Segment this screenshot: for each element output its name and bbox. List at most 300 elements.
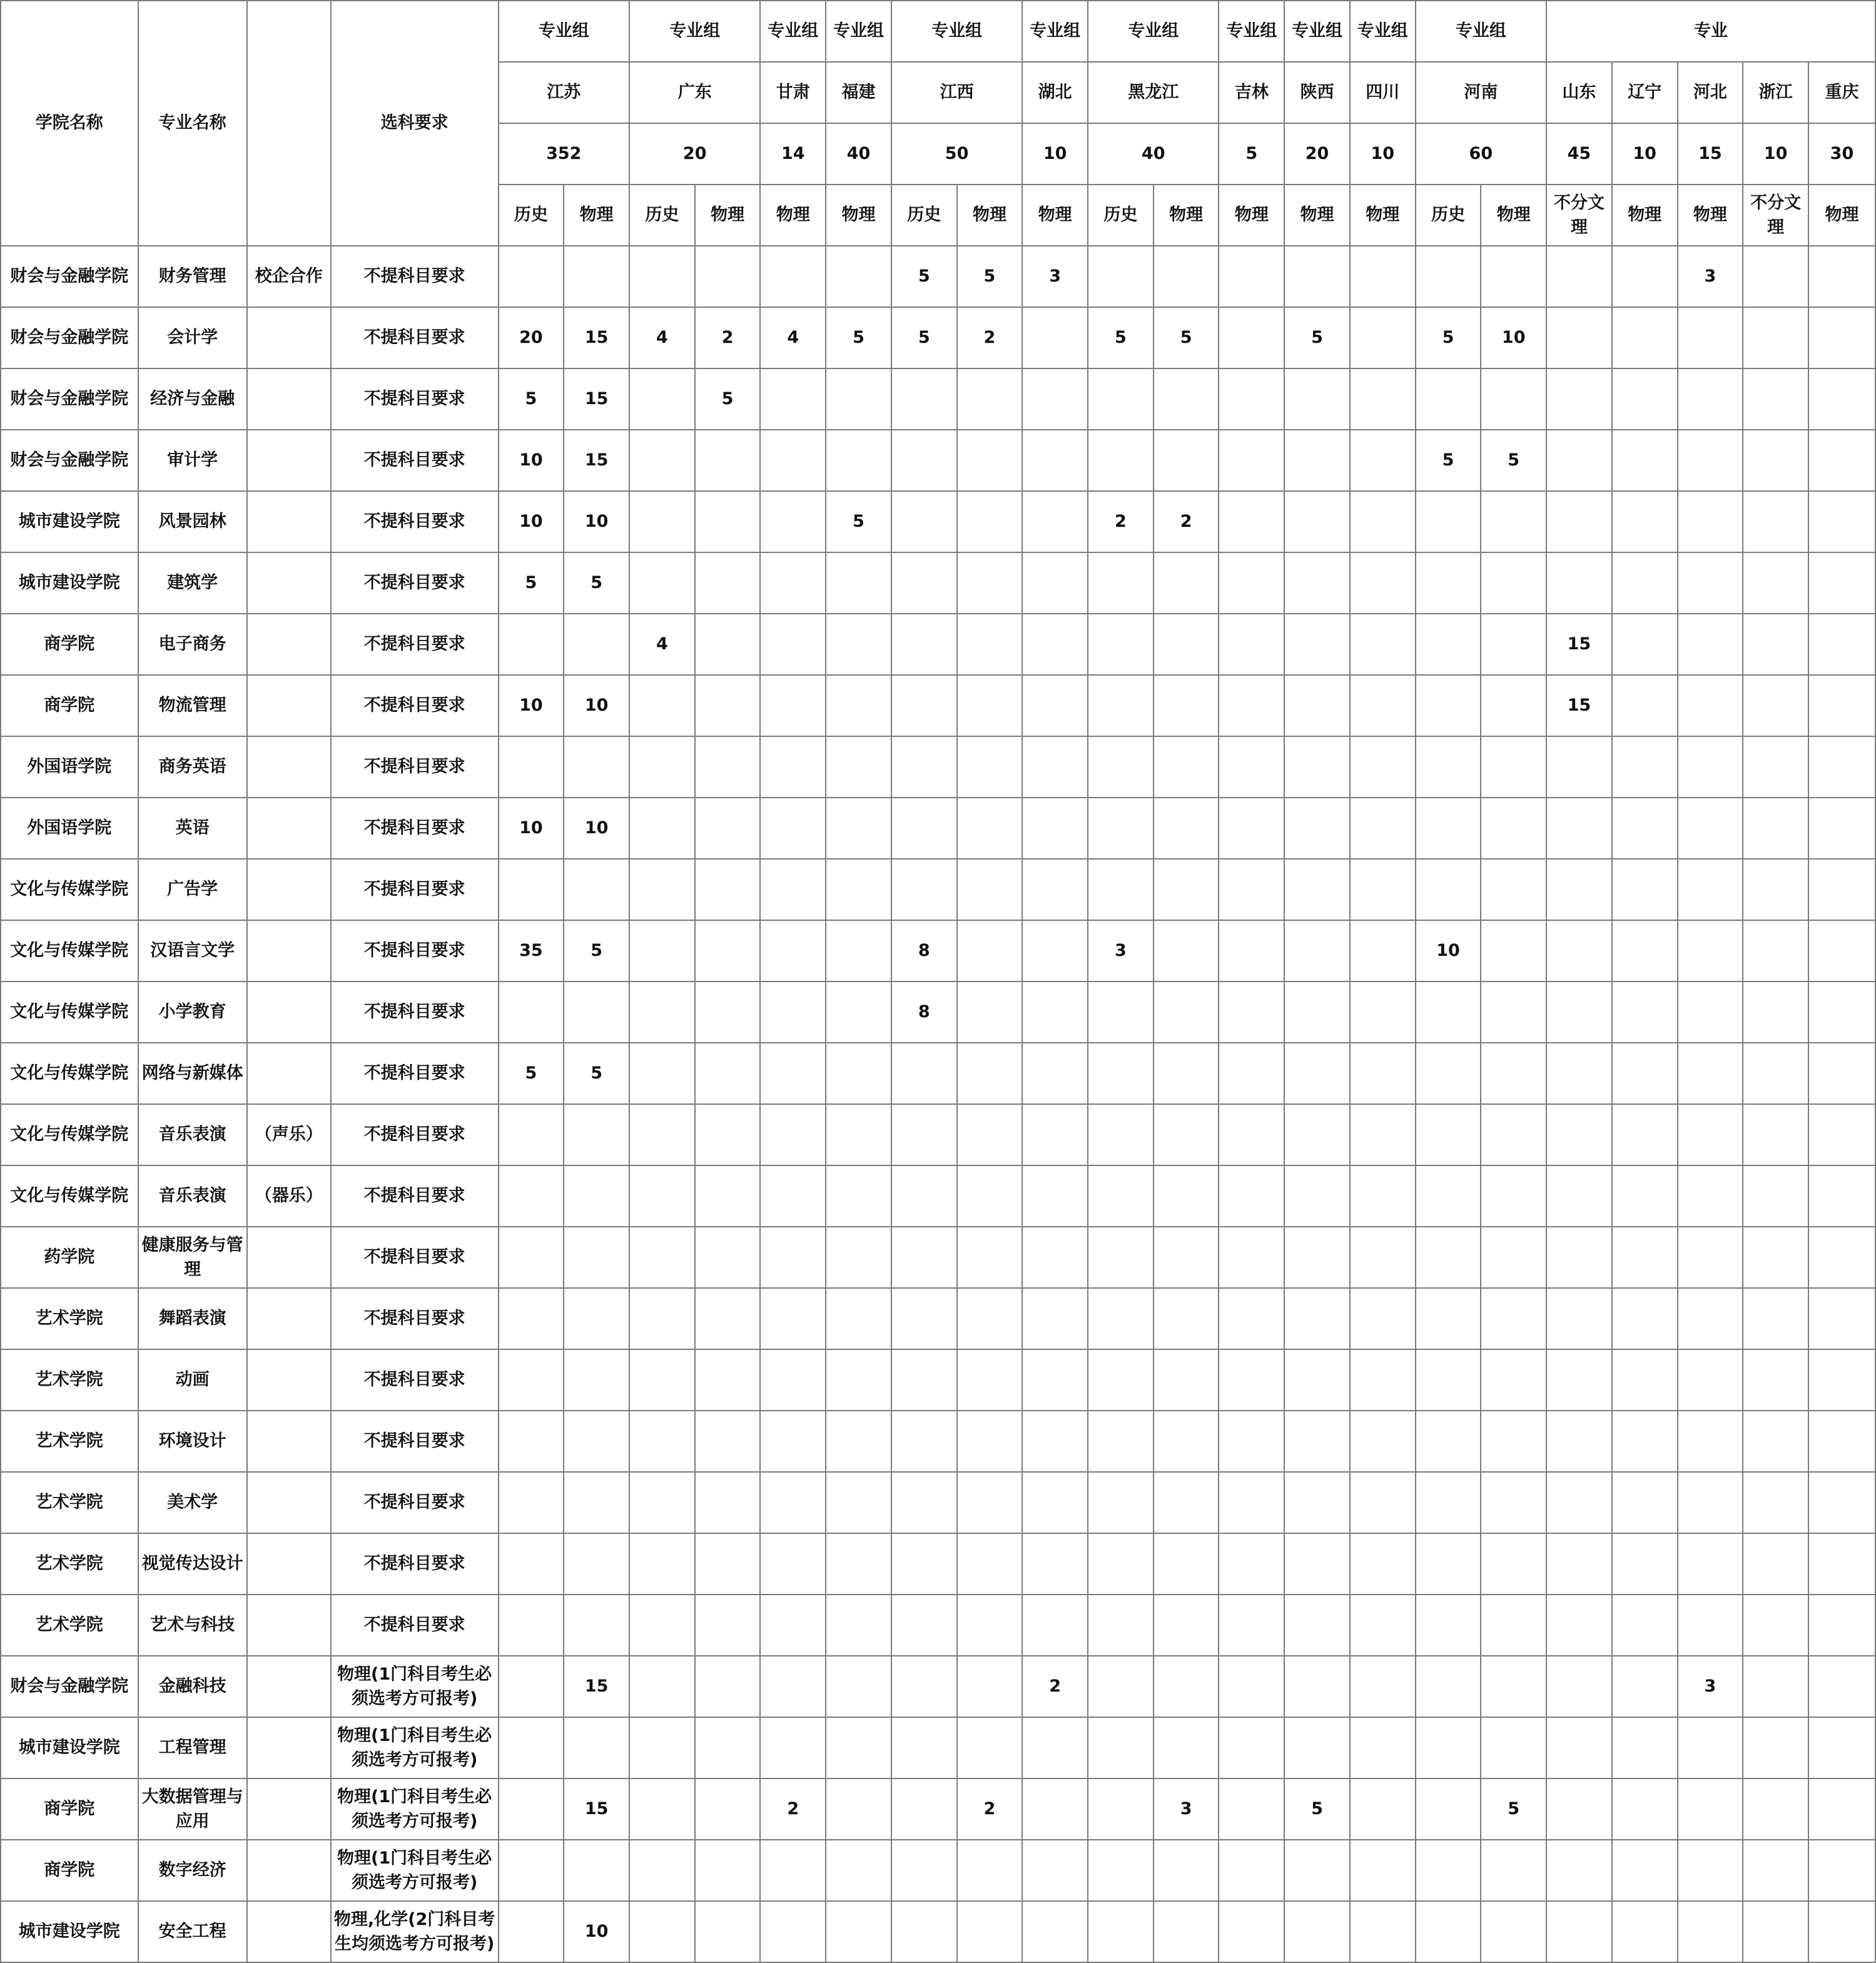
quota-cell: [760, 1165, 826, 1227]
quota-cell: [891, 491, 957, 552]
province-total: 15: [1678, 123, 1743, 185]
quota-cell: [1481, 246, 1546, 307]
quota-cell: [1612, 1349, 1678, 1411]
province-total: 10: [1350, 123, 1416, 185]
stream-label: 不分文理: [1743, 185, 1808, 246]
quota-cell: [1219, 1656, 1284, 1717]
quota-cell: [957, 1043, 1023, 1104]
quota-cell: [1350, 1411, 1416, 1472]
quota-cell: 5: [564, 920, 629, 982]
group-label: 专业组: [891, 1, 1022, 62]
quota-cell: [826, 614, 891, 675]
quota-cell: [1743, 491, 1808, 552]
quota-cell: [1808, 1840, 1875, 1901]
quota-cell: [499, 246, 564, 307]
quota-cell: [891, 1411, 957, 1472]
province-name: 山东: [1546, 62, 1612, 123]
group-label: 专业组: [826, 1, 891, 62]
quota-cell: [1350, 736, 1416, 798]
quota-cell: [1153, 675, 1219, 736]
quota-cell: [760, 1104, 826, 1165]
table-row: [1, 1656, 1875, 1717]
note-cell: [247, 859, 331, 920]
quota-cell: [1153, 1533, 1219, 1595]
quota-cell: [957, 552, 1023, 614]
table-row: [1, 430, 1875, 491]
quota-cell: [1678, 1472, 1743, 1533]
quota-cell: 2: [957, 307, 1023, 368]
quota-cell: 5: [564, 552, 629, 614]
quota-cell: [891, 859, 957, 920]
quota-cell: [891, 1595, 957, 1656]
province-name: 广东: [629, 62, 760, 123]
quota-cell: [826, 982, 891, 1043]
province-total: 10: [1612, 123, 1678, 185]
quota-cell: [1022, 1533, 1088, 1595]
quota-cell: [891, 1043, 957, 1104]
college-cell: 文化与传媒学院: [1, 920, 138, 982]
quota-cell: [1022, 1595, 1088, 1656]
quota-cell: 10: [1481, 307, 1546, 368]
quota-cell: [1284, 614, 1350, 675]
quota-cell: [826, 1840, 891, 1901]
note-cell: [247, 368, 331, 430]
subject-requirement-cell: 不提科目要求: [331, 736, 499, 798]
major-cell: 建筑学: [138, 552, 247, 614]
subject-requirement-cell: 不提科目要求: [331, 1165, 499, 1227]
quota-cell: [826, 1533, 891, 1595]
quota-cell: [1612, 1288, 1678, 1349]
quota-cell: [826, 736, 891, 798]
quota-cell: [826, 859, 891, 920]
quota-cell: [1808, 1901, 1875, 1962]
quota-cell: [1088, 552, 1153, 614]
quota-cell: [826, 1227, 891, 1288]
quota-cell: 4: [629, 614, 695, 675]
quota-cell: [1678, 1595, 1743, 1656]
quota-cell: [1481, 675, 1546, 736]
quota-cell: [760, 1901, 826, 1962]
quota-cell: [1481, 1595, 1546, 1656]
quota-cell: [1284, 1227, 1350, 1288]
group-label: 专业组: [1284, 1, 1350, 62]
major-cell: 汉语言文学: [138, 920, 247, 982]
quota-cell: 3: [1022, 246, 1088, 307]
quota-cell: [1612, 1227, 1678, 1288]
table-row: [1, 1165, 1875, 1227]
quota-cell: [1808, 307, 1875, 368]
quota-cell: [1743, 1472, 1808, 1533]
quota-cell: [1481, 1656, 1546, 1717]
table-row: [1, 1717, 1875, 1778]
quota-cell: [1743, 982, 1808, 1043]
quota-cell: [891, 1472, 957, 1533]
quota-cell: [1808, 798, 1875, 859]
quota-cell: [1022, 982, 1088, 1043]
quota-cell: [499, 1533, 564, 1595]
quota-cell: [1219, 1901, 1284, 1962]
quota-cell: [1284, 1472, 1350, 1533]
province-total: 20: [1284, 123, 1350, 185]
quota-cell: [629, 246, 695, 307]
quota-cell: [1546, 246, 1612, 307]
quota-cell: [1743, 675, 1808, 736]
quota-cell: [1678, 1840, 1743, 1901]
subject-requirement-cell: 不提科目要求: [331, 920, 499, 982]
quota-cell: [1612, 736, 1678, 798]
table-row: [1, 1840, 1875, 1901]
quota-cell: [891, 1227, 957, 1288]
quota-cell: 5: [564, 1043, 629, 1104]
quota-cell: [695, 246, 761, 307]
major-cell: 音乐表演: [138, 1104, 247, 1165]
quota-cell: [1416, 1717, 1481, 1778]
quota-cell: [629, 1595, 695, 1656]
quota-cell: [1219, 307, 1284, 368]
quota-cell: [1284, 1656, 1350, 1717]
table-row: [1, 1411, 1875, 1472]
quota-cell: [1743, 307, 1808, 368]
header-subject-requirement: 选科要求: [331, 1, 499, 246]
stream-label: 物理: [1612, 185, 1678, 246]
table-row: [1, 1533, 1875, 1595]
quota-cell: [957, 1104, 1023, 1165]
note-cell: [247, 614, 331, 675]
quota-cell: [1153, 430, 1219, 491]
quota-cell: 3: [1088, 920, 1153, 982]
quota-cell: [1808, 1227, 1875, 1288]
quota-cell: [695, 1472, 761, 1533]
quota-cell: [957, 1227, 1023, 1288]
quota-cell: [564, 1288, 629, 1349]
quota-cell: [629, 1656, 695, 1717]
quota-cell: [1153, 552, 1219, 614]
table-row: [1, 368, 1875, 430]
quota-cell: [1219, 1349, 1284, 1411]
quota-cell: [1350, 1104, 1416, 1165]
quota-cell: [891, 368, 957, 430]
quota-cell: 5: [826, 491, 891, 552]
group-label: 专业组: [1219, 1, 1284, 62]
quota-cell: [1612, 1595, 1678, 1656]
quota-cell: [826, 1472, 891, 1533]
subject-requirement-cell: 不提科目要求: [331, 675, 499, 736]
quota-cell: [564, 246, 629, 307]
quota-cell: [1350, 1778, 1416, 1840]
quota-cell: [1678, 1901, 1743, 1962]
quota-cell: [1219, 920, 1284, 982]
quota-cell: [695, 1349, 761, 1411]
quota-cell: [1612, 675, 1678, 736]
college-cell: 商学院: [1, 1840, 138, 1901]
quota-cell: [1219, 1227, 1284, 1288]
quota-cell: [1481, 491, 1546, 552]
subject-requirement-cell: 不提科目要求: [331, 552, 499, 614]
quota-cell: [1808, 246, 1875, 307]
province-name: 江西: [891, 62, 1022, 123]
quota-cell: [1088, 675, 1153, 736]
quota-cell: [1546, 430, 1612, 491]
quota-cell: [1546, 1656, 1612, 1717]
quota-cell: [760, 1533, 826, 1595]
quota-cell: [1350, 368, 1416, 430]
quota-cell: [760, 368, 826, 430]
quota-cell: [760, 1840, 826, 1901]
major-cell: 数字经济: [138, 1840, 247, 1901]
table-row: [1, 920, 1875, 982]
quota-cell: [1284, 1595, 1350, 1656]
quota-cell: [957, 1472, 1023, 1533]
note-cell: [247, 736, 331, 798]
quota-cell: 5: [1088, 307, 1153, 368]
college-cell: 商学院: [1, 675, 138, 736]
quota-cell: [1284, 736, 1350, 798]
quota-cell: [1219, 1717, 1284, 1778]
quota-cell: [1022, 920, 1088, 982]
quota-cell: [1153, 1227, 1219, 1288]
note-cell: [247, 1778, 331, 1840]
quota-cell: [629, 1778, 695, 1840]
quota-cell: [499, 982, 564, 1043]
quota-cell: [1088, 859, 1153, 920]
quota-cell: [826, 246, 891, 307]
quota-cell: [1153, 1411, 1219, 1472]
quota-cell: [1612, 552, 1678, 614]
quota-cell: [1022, 1778, 1088, 1840]
quota-cell: [499, 1595, 564, 1656]
quota-cell: [499, 1227, 564, 1288]
table-row: [1, 1043, 1875, 1104]
province-total: 60: [1416, 123, 1546, 185]
quota-cell: [1219, 368, 1284, 430]
quota-cell: [1088, 1533, 1153, 1595]
quota-cell: [1743, 1104, 1808, 1165]
quota-cell: [1416, 1104, 1481, 1165]
quota-cell: 2: [957, 1778, 1023, 1840]
quota-cell: [499, 1165, 564, 1227]
quota-cell: [1612, 430, 1678, 491]
college-cell: 文化与传媒学院: [1, 1165, 138, 1227]
quota-cell: 4: [760, 307, 826, 368]
quota-cell: [891, 1656, 957, 1717]
quota-cell: [1808, 1472, 1875, 1533]
quota-cell: [1546, 1411, 1612, 1472]
quota-cell: [1416, 614, 1481, 675]
group-label: 专业: [1546, 1, 1875, 62]
college-cell: 商学院: [1, 614, 138, 675]
quota-cell: [1350, 1165, 1416, 1227]
quota-cell: [564, 859, 629, 920]
table-row: [1, 491, 1875, 552]
college-cell: 城市建设学院: [1, 1717, 138, 1778]
quota-cell: [826, 675, 891, 736]
quota-cell: [1808, 1656, 1875, 1717]
quota-cell: [957, 1901, 1023, 1962]
quota-cell: [695, 614, 761, 675]
stream-label: 物理: [564, 185, 629, 246]
quota-cell: [1088, 1411, 1153, 1472]
quota-cell: 5: [891, 307, 957, 368]
quota-cell: [629, 736, 695, 798]
quota-cell: [1678, 859, 1743, 920]
quota-cell: [1022, 552, 1088, 614]
quota-cell: [957, 1411, 1023, 1472]
quota-cell: [1743, 1901, 1808, 1962]
quota-cell: [1022, 675, 1088, 736]
quota-cell: [695, 736, 761, 798]
quota-cell: [1088, 982, 1153, 1043]
quota-cell: [1546, 798, 1612, 859]
quota-cell: [1612, 1165, 1678, 1227]
major-cell: 网络与新媒体: [138, 1043, 247, 1104]
quota-cell: [1088, 1288, 1153, 1349]
college-cell: 财会与金融学院: [1, 368, 138, 430]
quota-cell: [629, 491, 695, 552]
college-cell: 城市建设学院: [1, 491, 138, 552]
quota-cell: [629, 1533, 695, 1595]
quota-cell: [826, 1901, 891, 1962]
quota-cell: 15: [564, 430, 629, 491]
quota-cell: [957, 614, 1023, 675]
quota-cell: [957, 1288, 1023, 1349]
note-cell: （器乐）: [247, 1165, 331, 1227]
subject-requirement-cell: 物理(1门科目考生必须选考方可报考): [331, 1656, 499, 1717]
quota-cell: [564, 1349, 629, 1411]
quota-cell: [1678, 1043, 1743, 1104]
quota-cell: [826, 1349, 891, 1411]
quota-cell: 3: [1678, 246, 1743, 307]
quota-cell: [1350, 430, 1416, 491]
province-total: 5: [1219, 123, 1284, 185]
quota-cell: [891, 1901, 957, 1962]
quota-cell: [1481, 1227, 1546, 1288]
quota-cell: [1022, 614, 1088, 675]
quota-cell: [1546, 491, 1612, 552]
quota-cell: [1022, 1472, 1088, 1533]
quota-cell: [1481, 982, 1546, 1043]
subject-requirement-cell: 不提科目要求: [331, 1104, 499, 1165]
quota-cell: [1678, 920, 1743, 982]
province-name: 浙江: [1743, 62, 1808, 123]
quota-cell: [1678, 1717, 1743, 1778]
quota-cell: [1153, 1288, 1219, 1349]
quota-cell: [1612, 798, 1678, 859]
subject-requirement-cell: 物理(1门科目考生必须选考方可报考): [331, 1717, 499, 1778]
quota-cell: 5: [1284, 1778, 1350, 1840]
quota-cell: [1088, 1165, 1153, 1227]
note-cell: （声乐）: [247, 1104, 331, 1165]
quota-cell: [1219, 1595, 1284, 1656]
quota-cell: [891, 614, 957, 675]
quota-cell: [1416, 859, 1481, 920]
quota-cell: [891, 1717, 957, 1778]
quota-cell: [1088, 1104, 1153, 1165]
quota-cell: [1350, 491, 1416, 552]
stream-label: 物理: [826, 185, 891, 246]
quota-cell: [891, 675, 957, 736]
province-total: 352: [499, 123, 629, 185]
quota-cell: [1284, 1411, 1350, 1472]
quota-cell: [1416, 1778, 1481, 1840]
quota-cell: [1088, 1717, 1153, 1778]
province-total: 45: [1546, 123, 1612, 185]
quota-cell: [1808, 430, 1875, 491]
group-label: 专业组: [629, 1, 760, 62]
quota-cell: [1546, 1717, 1612, 1778]
quota-cell: [1612, 1533, 1678, 1595]
stream-label: 物理: [1153, 185, 1219, 246]
quota-cell: [1416, 1411, 1481, 1472]
quota-cell: [1284, 920, 1350, 982]
quota-cell: [1546, 982, 1612, 1043]
quota-cell: [564, 736, 629, 798]
header-major: 专业名称: [138, 1, 247, 246]
stream-label: 物理: [1808, 185, 1875, 246]
stream-label: 不分文理: [1546, 185, 1612, 246]
college-cell: 艺术学院: [1, 1595, 138, 1656]
quota-cell: [1546, 1778, 1612, 1840]
quota-cell: [1678, 1533, 1743, 1595]
note-cell: [247, 552, 331, 614]
quota-cell: [1350, 614, 1416, 675]
quota-cell: [1743, 1778, 1808, 1840]
quota-cell: [1612, 1901, 1678, 1962]
quota-cell: 15: [1546, 614, 1612, 675]
quota-cell: [1022, 1349, 1088, 1411]
quota-cell: [629, 982, 695, 1043]
quota-cell: [1612, 307, 1678, 368]
quota-cell: [1088, 430, 1153, 491]
quota-cell: [1350, 1349, 1416, 1411]
table-row: [1, 1349, 1875, 1411]
quota-cell: [499, 1104, 564, 1165]
quota-cell: [1481, 552, 1546, 614]
quota-cell: [760, 1288, 826, 1349]
quota-cell: [1743, 1533, 1808, 1595]
subject-requirement-cell: 不提科目要求: [331, 614, 499, 675]
quota-cell: [564, 1717, 629, 1778]
quota-cell: [695, 1656, 761, 1717]
quota-cell: [1219, 1411, 1284, 1472]
quota-cell: [1808, 1533, 1875, 1595]
quota-cell: [695, 920, 761, 982]
quota-cell: [891, 1840, 957, 1901]
quota-cell: [1481, 1411, 1546, 1472]
quota-cell: [957, 920, 1023, 982]
note-cell: [247, 1533, 331, 1595]
quota-cell: [1678, 1411, 1743, 1472]
quota-cell: [1678, 736, 1743, 798]
quota-cell: [1022, 1043, 1088, 1104]
quota-cell: [891, 736, 957, 798]
major-cell: 艺术与科技: [138, 1595, 247, 1656]
quota-cell: [1416, 675, 1481, 736]
quota-cell: [695, 1533, 761, 1595]
note-cell: [247, 1901, 331, 1962]
quota-cell: [891, 1533, 957, 1595]
quota-cell: [1416, 736, 1481, 798]
quota-cell: [826, 368, 891, 430]
quota-cell: [1546, 1595, 1612, 1656]
quota-cell: [957, 982, 1023, 1043]
quota-cell: [760, 614, 826, 675]
quota-cell: [1612, 368, 1678, 430]
quota-cell: [1743, 859, 1808, 920]
quota-cell: 5: [826, 307, 891, 368]
quota-cell: [891, 798, 957, 859]
quota-cell: [1481, 1104, 1546, 1165]
quota-cell: [1088, 1349, 1153, 1411]
